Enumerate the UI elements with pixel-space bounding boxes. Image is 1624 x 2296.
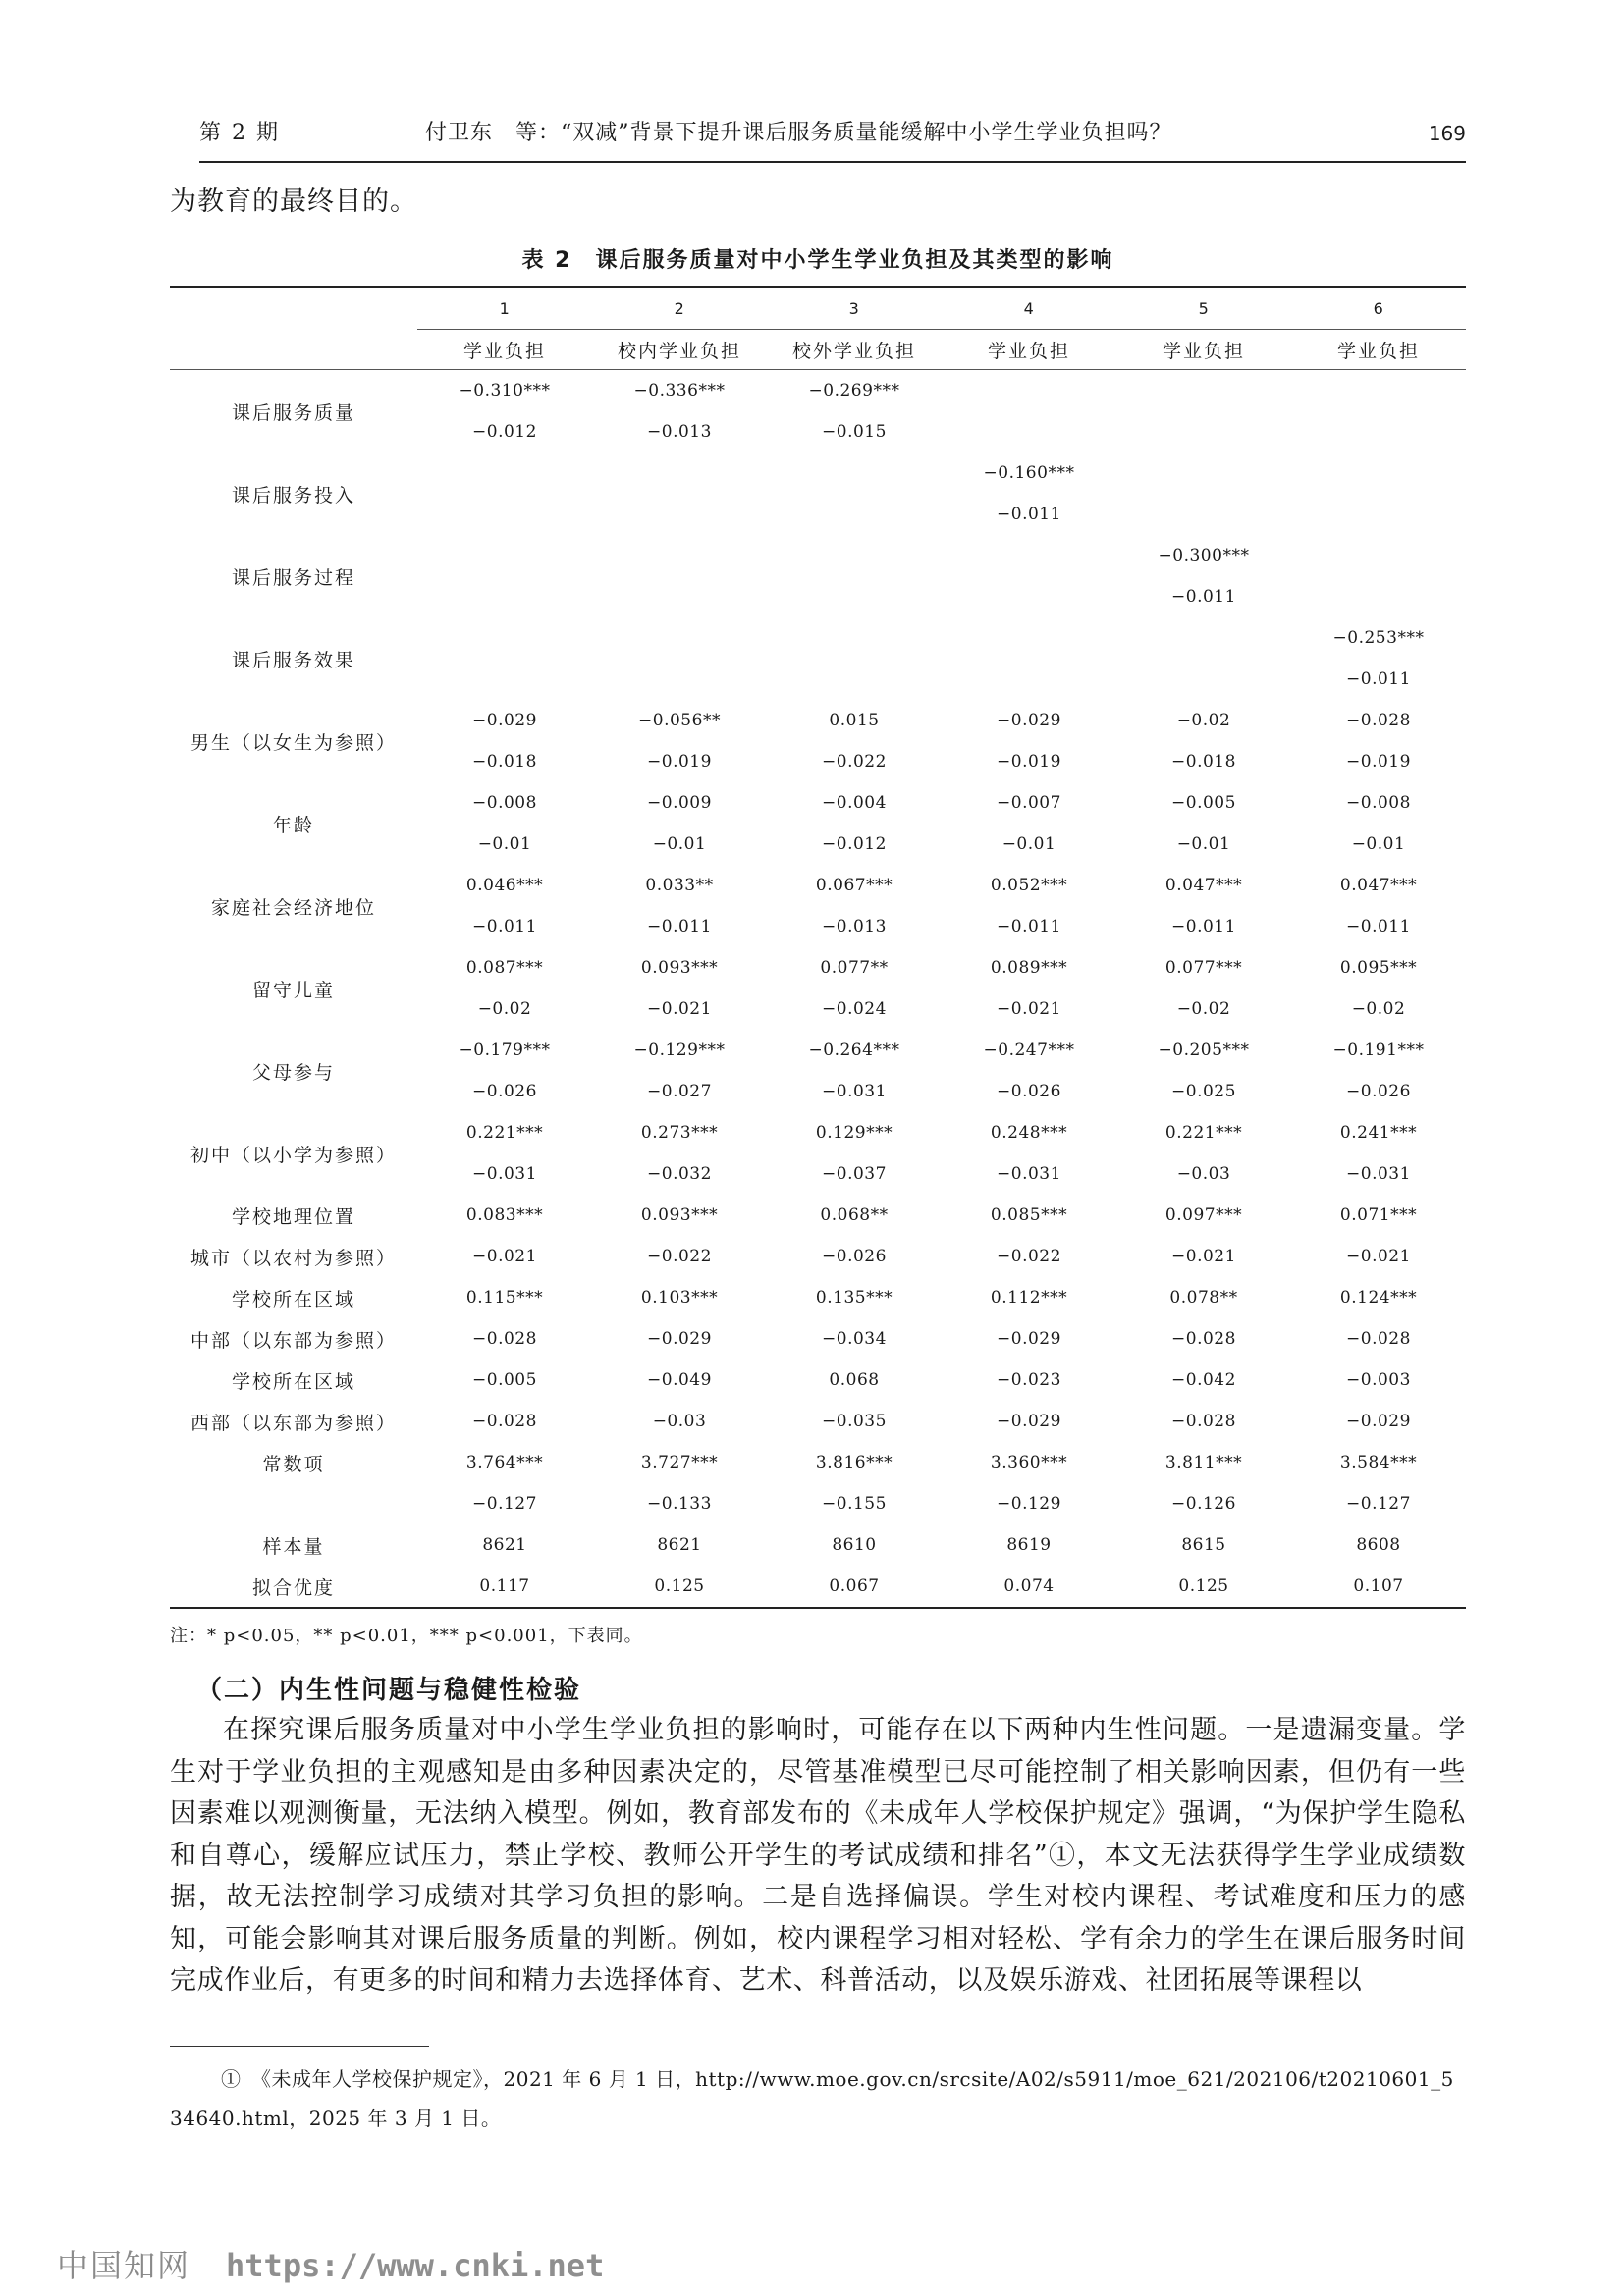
std-error-cell [592, 494, 767, 535]
std-error-cell: −0.026 [1346, 1082, 1411, 1101]
coefficient-cell [1116, 453, 1291, 494]
table-note: 注：* p<0.05，** p<0.01，*** p<0.001，下表同。 [170, 1626, 643, 1646]
std-error-cell: −0.013 [647, 422, 712, 442]
column-number: 2 [592, 287, 767, 330]
std-error-cell: −0.028 [1346, 1329, 1411, 1349]
std-error-cell [942, 576, 1116, 617]
std-error-cell [1291, 576, 1466, 617]
std-error-cell [767, 494, 942, 535]
coefficient-cell: 0.093*** [640, 1205, 719, 1225]
variable-label-sub: 中部（以东部为参照） [189, 1329, 397, 1352]
variable-label: 父母参与 [251, 1061, 335, 1084]
std-error-cell: −0.026 [997, 1082, 1061, 1101]
std-error-cell: −0.022 [997, 1247, 1061, 1266]
dependent-variable: 校外学业负担 [767, 330, 942, 370]
column-number: 6 [1291, 287, 1466, 330]
std-error-cell: −0.028 [472, 1412, 537, 1431]
coefficient-cell [1291, 370, 1466, 412]
cnki-watermark [57, 2246, 604, 2285]
footnote: ① 《未成年人学校保护规定》，2021 年 6 月 1 日，http://www.moe.gov.cn/srcsite/A02/s5911/moe_621/202106/t20210601_534640.html，2025 年 3 月 1 日。 [170, 2067, 1454, 2130]
std-error-cell [417, 576, 592, 617]
coefficient-cell: 0.047*** [1339, 876, 1418, 895]
coefficient-cell [767, 617, 942, 659]
coefficient-cell: 3.811*** [1164, 1453, 1243, 1472]
std-error-cell: −0.01 [477, 834, 532, 854]
std-error-cell [417, 494, 592, 535]
coefficient-cell: 0.087*** [465, 958, 544, 978]
variable-label: 课后服务质量 [231, 401, 355, 424]
dependent-variable: 学业负担 [942, 330, 1116, 370]
std-error-cell: −0.02 [477, 999, 532, 1019]
table-row-coef [170, 1195, 1466, 1236]
std-error-cell: −0.029 [647, 1329, 712, 1349]
table-caption: 表 2 课后服务质量对中小学生学业负担及其类型的影响 [521, 248, 1114, 273]
sample-size-cell: 8610 [832, 1535, 877, 1555]
coefficient-cell: −0.009 [647, 793, 712, 813]
coefficient-cell: 3.764*** [465, 1453, 544, 1472]
goodness-of-fit-row [170, 1566, 1466, 1608]
std-error-cell: −0.028 [472, 1329, 537, 1349]
coefficient-cell: 0.112*** [990, 1288, 1068, 1308]
coefficient-cell: −0.160*** [983, 463, 1075, 483]
std-error-cell: −0.011 [997, 917, 1061, 936]
table-row-coef [170, 1030, 1466, 1071]
variable-label: 课后服务过程 [231, 566, 355, 589]
coefficient-cell: −0.056** [638, 711, 721, 730]
running-header [199, 114, 1466, 153]
std-error-cell: −0.011 [997, 505, 1061, 524]
table-row-se [170, 1318, 1466, 1360]
std-error-cell: −0.034 [822, 1329, 887, 1349]
table-row-coef [170, 782, 1466, 824]
table-row-coef [170, 1360, 1466, 1401]
std-error-cell: −0.021 [1171, 1247, 1236, 1266]
std-error-cell [417, 659, 592, 700]
variable-label: 课后服务效果 [231, 649, 355, 671]
coefficient-cell: 0.047*** [1164, 876, 1243, 895]
coefficient-cell: −0.042 [1171, 1370, 1236, 1390]
column-number-row [170, 287, 1466, 330]
std-error-cell [1291, 411, 1466, 453]
variable-label: 样本量 [262, 1535, 325, 1558]
coefficient-cell: 3.584*** [1339, 1453, 1418, 1472]
std-error-cell: −0.037 [822, 1164, 887, 1184]
coefficient-cell: 0.083*** [465, 1205, 544, 1225]
coefficient-cell: −0.336*** [633, 381, 726, 400]
std-error-cell [767, 576, 942, 617]
std-error-cell: −0.01 [1176, 834, 1231, 854]
coefficient-cell [942, 370, 1116, 412]
std-error-cell: −0.127 [472, 1494, 537, 1514]
coefficient-cell: −0.264*** [808, 1041, 900, 1060]
coefficient-cell: −0.005 [472, 1370, 537, 1390]
variable-label-sub: 西部（以东部为参照） [189, 1412, 397, 1434]
std-error-cell: −0.011 [647, 917, 712, 936]
regression-table [170, 286, 1466, 1609]
coefficient-cell: 0.089*** [990, 958, 1068, 978]
coefficient-cell: −0.029 [472, 711, 537, 730]
std-error-cell [592, 576, 767, 617]
std-error-cell: −0.03 [652, 1412, 707, 1431]
goodness-of-fit-cell: 0.117 [417, 1566, 592, 1608]
std-error-cell: −0.031 [1346, 1164, 1411, 1184]
table-row-coef [170, 865, 1466, 906]
dependent-variable: 校内学业负担 [592, 330, 767, 370]
coefficient-cell: 0.077*** [1164, 958, 1243, 978]
coefficient-cell: −0.129*** [633, 1041, 726, 1060]
goodness-of-fit-cell: 0.074 [942, 1566, 1116, 1608]
variable-label: 初中（以小学为参照） [189, 1144, 397, 1166]
coefficient-cell: 0.248*** [990, 1123, 1068, 1143]
table-row-coef [170, 700, 1466, 741]
std-error-cell: −0.03 [1176, 1164, 1231, 1184]
std-error-cell: −0.011 [1171, 587, 1236, 607]
std-error-cell: −0.022 [822, 752, 887, 772]
dependent-variable-row [170, 330, 1466, 370]
std-error-cell [942, 659, 1116, 700]
coefficient-cell: 0.068** [820, 1205, 889, 1225]
sample-size-cell: 8621 [657, 1535, 702, 1555]
table-row-coef [170, 947, 1466, 988]
coefficient-cell [1116, 370, 1291, 412]
std-error-cell: −0.022 [647, 1247, 712, 1266]
coefficient-cell [592, 453, 767, 494]
coefficient-cell [1291, 453, 1466, 494]
header-blank [170, 330, 417, 370]
sample-size-cell: 8621 [482, 1535, 527, 1555]
coefficient-cell [767, 453, 942, 494]
std-error-cell: −0.018 [1171, 752, 1236, 772]
std-error-cell: −0.015 [822, 422, 887, 442]
sample-size-row [170, 1524, 1466, 1566]
std-error-cell: −0.035 [822, 1412, 887, 1431]
std-error-cell [1291, 494, 1466, 535]
coefficient-cell: −0.028 [1346, 711, 1411, 730]
table-row-coef [170, 1442, 1466, 1483]
std-error-cell: −0.025 [1171, 1082, 1236, 1101]
coefficient-cell: 0.097*** [1164, 1205, 1243, 1225]
std-error-cell: −0.011 [1346, 669, 1411, 689]
header-rule [199, 161, 1466, 163]
coefficient-cell: 0.085*** [990, 1205, 1068, 1225]
std-error-cell: −0.028 [1171, 1412, 1236, 1431]
std-error-cell [592, 659, 767, 700]
sample-size-cell: 8619 [1006, 1535, 1052, 1555]
variable-label: 学校所在区域 [231, 1288, 355, 1310]
coefficient-cell: 0.052*** [990, 876, 1068, 895]
coefficient-cell [942, 617, 1116, 659]
lead-text: 为教育的最终目的。 [170, 187, 417, 217]
table-row-se [170, 1483, 1466, 1524]
coefficient-cell: 0.115*** [465, 1288, 544, 1308]
variable-label: 常数项 [262, 1453, 325, 1475]
coefficient-cell: 0.221*** [465, 1123, 544, 1143]
coefficient-cell: −0.008 [1346, 793, 1411, 813]
coefficient-cell: 0.093*** [640, 958, 719, 978]
std-error-cell: −0.02 [1176, 999, 1231, 1019]
column-number: 5 [1116, 287, 1291, 330]
sample-size-cell: 8608 [1356, 1535, 1401, 1555]
coefficient-cell [417, 535, 592, 576]
coefficient-cell: −0.029 [997, 711, 1061, 730]
std-error-cell: −0.019 [997, 752, 1061, 772]
coefficient-cell [417, 453, 592, 494]
table-row-coef [170, 1112, 1466, 1153]
std-error-cell: −0.133 [647, 1494, 712, 1514]
variable-label: 留守儿童 [251, 979, 335, 1001]
table-row-se [170, 1236, 1466, 1277]
coefficient-cell: −0.253*** [1332, 628, 1425, 648]
dependent-variable: 学业负担 [1291, 330, 1466, 370]
std-error-cell: −0.129 [997, 1494, 1061, 1514]
page-number: 169 [1428, 122, 1466, 145]
variable-label-sub [170, 1483, 417, 1524]
coefficient-cell: 0.095*** [1339, 958, 1418, 978]
goodness-of-fit-cell: 0.067 [767, 1566, 942, 1608]
column-number: 4 [942, 287, 1116, 330]
coefficient-cell: 0.068 [829, 1370, 880, 1390]
table-row-coef [170, 370, 1466, 412]
std-error-cell: −0.021 [472, 1247, 537, 1266]
coefficient-cell: −0.179*** [459, 1041, 551, 1060]
std-error-cell: −0.026 [472, 1082, 537, 1101]
watermark-url: https://www.cnki.net [226, 2247, 605, 2284]
variable-label-sub: 城市（以农村为参照） [189, 1247, 397, 1269]
coefficient-cell: 0.135*** [815, 1288, 893, 1308]
goodness-of-fit-cell: 0.125 [1116, 1566, 1291, 1608]
coefficient-cell: 3.727*** [640, 1453, 719, 1472]
std-error-cell [767, 659, 942, 700]
variable-label: 家庭社会经济地位 [210, 896, 376, 919]
std-error-cell: −0.011 [1171, 917, 1236, 936]
coefficient-cell: 0.103*** [640, 1288, 719, 1308]
std-error-cell: −0.019 [1346, 752, 1411, 772]
variable-label: 年龄 [272, 814, 314, 836]
std-error-cell: −0.026 [822, 1247, 887, 1266]
table-row-se [170, 1401, 1466, 1442]
coefficient-cell: −0.023 [997, 1370, 1061, 1390]
coefficient-cell: 0.241*** [1339, 1123, 1418, 1143]
sample-size-cell: 8615 [1181, 1535, 1226, 1555]
std-error-cell: −0.155 [822, 1494, 887, 1514]
std-error-cell: −0.013 [822, 917, 887, 936]
table-row-coef [170, 535, 1466, 576]
coefficient-cell: −0.003 [1346, 1370, 1411, 1390]
coefficient-cell: 0.033** [645, 876, 714, 895]
table-row-coef [170, 453, 1466, 494]
coefficient-cell: −0.310*** [459, 381, 551, 400]
table-row-coef [170, 617, 1466, 659]
std-error-cell: −0.126 [1171, 1494, 1236, 1514]
std-error-cell: −0.029 [997, 1329, 1061, 1349]
watermark-name: 中国知网 [57, 2247, 191, 2284]
column-number: 1 [417, 287, 592, 330]
table-body [170, 370, 1466, 1609]
coefficient-cell: −0.004 [822, 793, 887, 813]
std-error-cell: −0.019 [647, 752, 712, 772]
std-error-cell: −0.031 [997, 1164, 1061, 1184]
coefficient-cell: −0.008 [472, 793, 537, 813]
dependent-variable: 学业负担 [1116, 330, 1291, 370]
coefficient-cell: −0.049 [647, 1370, 712, 1390]
std-error-cell [1116, 411, 1291, 453]
table-row-coef [170, 1277, 1466, 1318]
coefficient-cell: −0.191*** [1332, 1041, 1425, 1060]
coefficient-cell [592, 535, 767, 576]
std-error-cell: −0.012 [472, 422, 537, 442]
std-error-cell: −0.021 [997, 999, 1061, 1019]
running-title: 付卫东 等：“双减”背景下提升课后服务质量能缓解中小学生学业负担吗？ [425, 121, 1172, 145]
coefficient-cell: −0.300*** [1158, 546, 1250, 565]
dependent-variable: 学业负担 [417, 330, 592, 370]
std-error-cell: −0.031 [822, 1082, 887, 1101]
goodness-of-fit-cell: 0.125 [592, 1566, 767, 1608]
coefficient-cell: 0.015 [829, 711, 880, 730]
coefficient-cell: −0.005 [1171, 793, 1236, 813]
std-error-cell: −0.01 [1001, 834, 1056, 854]
coefficient-cell: 3.816*** [815, 1453, 893, 1472]
std-error-cell: −0.032 [647, 1164, 712, 1184]
std-error-cell: −0.024 [822, 999, 887, 1019]
issue-number: 第 2 期 [199, 121, 280, 145]
std-error-cell: −0.031 [472, 1164, 537, 1184]
std-error-cell: −0.027 [647, 1082, 712, 1101]
coefficient-cell [592, 617, 767, 659]
std-error-cell: −0.011 [472, 917, 537, 936]
coefficient-cell: 0.078** [1169, 1288, 1238, 1308]
coefficient-cell: −0.269*** [808, 381, 900, 400]
std-error-cell: −0.028 [1171, 1329, 1236, 1349]
coefficient-cell [417, 617, 592, 659]
coefficient-cell: 3.360*** [990, 1453, 1068, 1472]
coefficient-cell [1116, 617, 1291, 659]
std-error-cell: −0.012 [822, 834, 887, 854]
variable-label: 课后服务投入 [231, 484, 355, 507]
column-number: 3 [767, 287, 942, 330]
header-blank [170, 287, 417, 330]
std-error-cell: −0.01 [652, 834, 707, 854]
std-error-cell: −0.127 [1346, 1494, 1411, 1514]
std-error-cell [1116, 659, 1291, 700]
std-error-cell [1116, 494, 1291, 535]
goodness-of-fit-cell: 0.107 [1291, 1566, 1466, 1608]
std-error-cell: −0.021 [1346, 1247, 1411, 1266]
coefficient-cell: 0.129*** [815, 1123, 893, 1143]
std-error-cell: −0.018 [472, 752, 537, 772]
body-paragraph: 在探究课后服务质量对中小学生学业负担的影响时，可能存在以下两种内生性问题。一是遗漏变量。学生对于学业负担的主观感知是由多种因素决定的，尽管基准模型已尽可能控制了相关影响因素，但仍有一些因素难以观测衡量，无法纳入模型。例如，教育部发布的《未成年人学校保护规定》强调，“为保护学生隐私和自尊心，缓解应试压力，禁止学校、教师公开学生的考试成绩和排名”①，本文无法获得学生学业成绩数据，故无法控制学习成绩对其学习负担的影响。二是自选择偏误。学生对校内课程、考试难度和压力的感知，可能会影响其对课后服务质量的判断。例如，校内课程学习相对轻松、学有余力的学生在课后服务时间完成作业后，有更多的时间和精力去选择体育、艺术、科普活动，以及娱乐游戏、社团拓展等课程以 [170, 1715, 1466, 1996]
coefficient-cell: −0.02 [1176, 711, 1231, 730]
std-error-cell: −0.029 [997, 1412, 1061, 1431]
coefficient-cell: 0.124*** [1339, 1288, 1418, 1308]
variable-label: 学校所在区域 [231, 1370, 355, 1393]
std-error-cell: −0.02 [1351, 999, 1406, 1019]
variable-label: 学校地理位置 [231, 1205, 355, 1228]
variable-label: 男生（以女生为参照） [189, 731, 397, 754]
variable-label: 拟合优度 [170, 1566, 417, 1608]
std-error-cell: −0.011 [1346, 917, 1411, 936]
std-error-cell: −0.01 [1351, 834, 1406, 854]
coefficient-cell: 0.077** [820, 958, 889, 978]
coefficient-cell: 0.046*** [465, 876, 544, 895]
coefficient-cell: 0.067*** [815, 876, 893, 895]
section-heading: （二）内生性问题与稳健性检验 [196, 1676, 582, 1705]
coefficient-cell: 0.273*** [640, 1123, 719, 1143]
coefficient-cell: 0.071*** [1339, 1205, 1418, 1225]
footnote-rule [170, 2046, 429, 2047]
std-error-cell: −0.029 [1346, 1412, 1411, 1431]
coefficient-cell: 0.221*** [1164, 1123, 1243, 1143]
coefficient-cell: −0.205*** [1158, 1041, 1250, 1060]
std-error-cell: −0.021 [647, 999, 712, 1019]
coefficient-cell [942, 535, 1116, 576]
coefficient-cell [1291, 535, 1466, 576]
std-error-cell [942, 411, 1116, 453]
coefficient-cell: −0.007 [997, 793, 1061, 813]
coefficient-cell: −0.247*** [983, 1041, 1075, 1060]
coefficient-cell [767, 535, 942, 576]
